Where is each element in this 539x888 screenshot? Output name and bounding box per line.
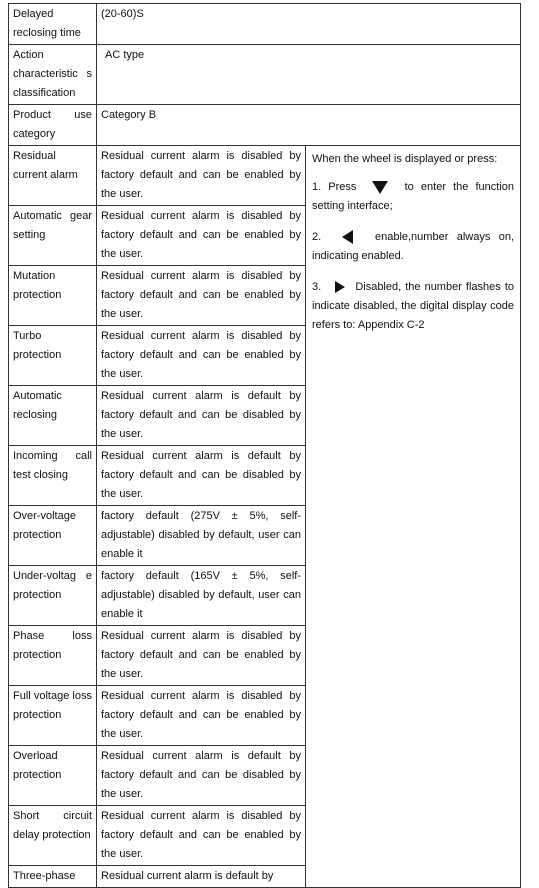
row-value: Residual current alarm is disabled by factory default and can be enabled by the user. bbox=[97, 146, 306, 206]
row-value: Residual current alarm is disabled by factory default and can be enabled by the user. bbox=[97, 266, 306, 326]
row-value: Residual current alarm is default by factory default and can be disabled by the user. bbox=[97, 746, 306, 806]
left-triangle-icon bbox=[342, 230, 353, 244]
row-value: factory default (165V ± 5%, self-adjustable) disabled by default, user can enable it bbox=[97, 566, 306, 626]
row-label: Product use category bbox=[9, 105, 97, 146]
row-value: (20-60)S bbox=[97, 4, 521, 45]
row-label: Over-voltage protection bbox=[9, 506, 97, 566]
right-triangle-icon bbox=[335, 281, 345, 293]
row-label: Mutation protection bbox=[9, 266, 97, 326]
row-label: Turbo protection bbox=[9, 326, 97, 386]
row-value: Residual current alarm is disabled by factory default and can be enabled by the user. bbox=[97, 806, 306, 866]
row-value: Residual current alarm is disabled by factory default and can be enabled by the user. bbox=[97, 206, 306, 266]
row-value: Residual current alarm is disabled by factory default and can be enabled by the user. bbox=[97, 686, 306, 746]
row-label: Under-voltag e protection bbox=[9, 566, 97, 626]
row-label: Delayed reclosing time bbox=[9, 4, 97, 45]
step-3-text: Disabled, the number flashes to indicate disabled, the digital display code refers to: Appendix C-2 bbox=[312, 281, 515, 331]
row-value: Category B bbox=[97, 105, 521, 146]
table-row bbox=[9, 45, 521, 105]
row-label: Short circuit delay protection bbox=[9, 806, 97, 866]
table-row bbox=[9, 4, 521, 45]
row-label: Action characteristic s classification bbox=[9, 45, 97, 105]
step-2-text: enable,number always on, indicating enabled. bbox=[312, 231, 515, 262]
row-value: Residual current alarm is default by factory default and can be disabled by the user. bbox=[97, 446, 306, 506]
row-value: AC type bbox=[97, 45, 521, 105]
spec-table bbox=[8, 3, 521, 888]
note-step-1 bbox=[312, 178, 514, 216]
row-value: Residual current alarm is disabled by factory default and can be enabled by the user. bbox=[97, 326, 306, 386]
table-row bbox=[9, 105, 521, 146]
table-row bbox=[9, 146, 521, 206]
step-3-number: 3. bbox=[312, 281, 322, 293]
row-label: Phase loss protection bbox=[9, 626, 97, 686]
note-intro: When the wheel is displayed or press: bbox=[312, 153, 498, 165]
row-value: Residual current alarm is disabled by factory default and can be enabled by the user. bbox=[97, 626, 306, 686]
row-label: Automatic gear setting bbox=[9, 206, 97, 266]
row-label: Incoming call test closing bbox=[9, 446, 97, 506]
step-1-number: 1. Press bbox=[312, 181, 357, 193]
instruction-note bbox=[306, 146, 521, 888]
row-label: Residual current alarm bbox=[9, 146, 97, 206]
note-step-3 bbox=[312, 278, 514, 335]
step-2-number: 2. bbox=[312, 231, 322, 243]
row-label: Three-phase bbox=[9, 866, 97, 888]
down-triangle-icon bbox=[372, 181, 388, 194]
note-step-2 bbox=[312, 228, 514, 266]
row-label: Automatic reclosing bbox=[9, 386, 97, 446]
row-value: factory default (275V ± 5%, self-adjustable) disabled by default, user can enable it bbox=[97, 506, 306, 566]
row-value: Residual current alarm is default by factory default and can be disabled by the user. bbox=[97, 386, 306, 446]
row-label: Overload protection bbox=[9, 746, 97, 806]
row-value: Residual current alarm is default by bbox=[97, 866, 306, 888]
step-1-text: to enter the function setting interface; bbox=[312, 181, 515, 212]
row-label: Full voltage loss protection bbox=[9, 686, 97, 746]
